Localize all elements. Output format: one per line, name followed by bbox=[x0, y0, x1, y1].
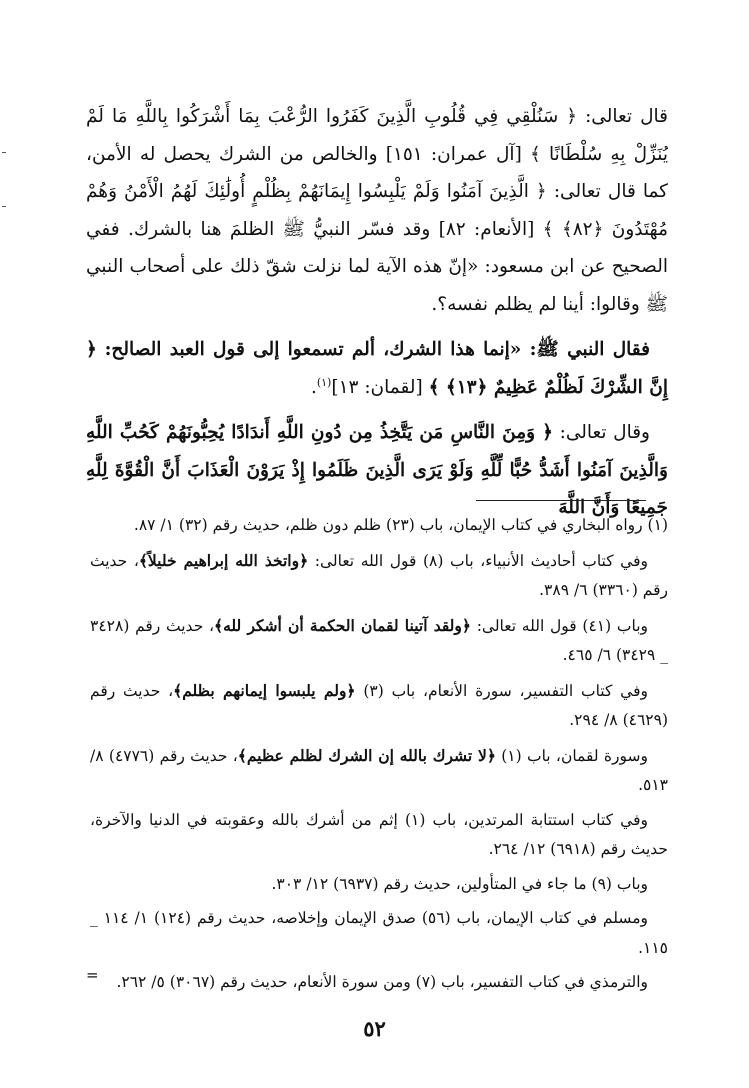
hadith-quote: فقال النبي ﷺ: «إنما هذا الشرك، ألم تسمعوا إلى قول العبد الصالح: bbox=[104, 339, 650, 360]
footnotes bbox=[90, 511, 668, 1003]
main-paragraph bbox=[86, 414, 668, 527]
footnote-text: وسورة لقمان، باب (١) bbox=[495, 746, 648, 765]
footnote-divider bbox=[476, 500, 646, 501]
main-paragraph bbox=[86, 331, 668, 406]
footnote-verse: ﴿ولقد آتينا لقمان الحكمة أن أشكر لله﴾ bbox=[214, 615, 471, 635]
footnote bbox=[90, 611, 668, 671]
footnote-text: ، حديث رقم (٣٣٦٠) ٦/ ٣٨٩. bbox=[90, 551, 668, 599]
footnote-verse: ﴿ولم يلبسوا إيمانهم بظلم﴾ bbox=[173, 680, 356, 700]
page-edge-mark bbox=[2, 152, 6, 153]
continuation-mark: = bbox=[86, 966, 99, 984]
quran-verse: ﴿ وَمِنَ النَّاسِ مَن يَتَّخِذُ مِن دُونِ اللَّهِ أَندَادًا يُحِبُّونَهُمْ كَحُبِّ اللَّهِ وَالَّذِينَ آمَنُوا أَشَدُّ حُبًّا لِّلَّهِ وَلَوْ يَرَى الَّذِينَ ظَلَمُوا إِذْ يَرَوْنَ الْعَذَابَ أَنَّ الْقُوَّةَ لِلَّهِ جَمِيعًا وَأَنَّ اللَّهَ bbox=[86, 422, 668, 518]
footnote: وفي كتاب استتابة المرتدين، باب (١) إثم من أشرك بالله وعقوبته في الدنيا والآخرة، حديث رقم (٦٩١٨) ١٢/ ٢٦٤. bbox=[90, 810, 668, 858]
page-number: ٥٢ bbox=[363, 1016, 386, 1041]
verse-reference: [لقمان: ١٣] bbox=[331, 376, 429, 398]
footnote-text: وفي كتاب أحاديث الأنبياء، باب (٨) قول الله تعالى: bbox=[308, 551, 648, 570]
footnote: ومسلم في كتاب الإيمان، باب (٥٦) صدق الإيمان وإخلاصه، حديث رقم (١٢٤) ١/ ١١٤ _ ١١٥. bbox=[90, 909, 668, 957]
footnote-text: ، حديث رقم (٤٧٧٦) ٨/ ٥١٣. bbox=[90, 746, 668, 794]
footnote-text: ، حديث رقم (٤٦٢٩) ٨/ ٢٩٤. bbox=[90, 681, 668, 729]
footnote-text: وباب (٤١) قول الله تعالى: bbox=[470, 616, 648, 635]
footnote: وباب (٩) ما جاء في المتأولين، حديث رقم (٦٩٣٧) ١٢/ ٣٠٣. bbox=[271, 874, 648, 893]
page-edge-mark bbox=[2, 206, 6, 207]
footnote-text: ، حديث رقم (٣٤٢٨ _ ٣٤٢٩) ٦/ ٤٦٥. bbox=[90, 616, 668, 664]
verse-intro: وقال تعالى: bbox=[553, 422, 650, 443]
footnote: (١) رواه البخاري في كتاب الإيمان، باب (٢٣) ظلم دون ظلم، حديث رقم (٣٢) ١/ ٨٧. bbox=[133, 516, 668, 534]
main-paragraph: قال تعالى: ﴿ سَنُلْقِي فِي قُلُوبِ الَّذِينَ كَفَرُوا الرُّعْبَ بِمَا أَشْرَكُوا بِاللَّهِ مَا لَمْ يُنَزِّلْ بِهِ سُلْطَانًا ﴾ [آل عمران: ١٥١] والخالص من الشرك يحصل له الأمن، كما قال تعالى: ﴿ الَّذِينَ آمَنُوا وَلَمْ يَلْبِسُوا إِيمَانَهُمْ بِظُلْمٍ أُولَٰئِكَ لَهُمُ الْأَمْنُ وَهُمْ مُهْتَدُونَ ﴿٨٢﴾ ﴾ [الأنعام: ٨٢] وقد فسّر النبيُّ ﷺ الظلمَ هنا بالشرك. ففي الصحيح عن ابن مسعود: «إنّ هذه الآية لما نزلت شقّ ذلك على أصحاب النبي ﷺ وقالوا: أينا لم يظلم نفسه؟. bbox=[86, 106, 668, 315]
footnote-marker: (١) bbox=[316, 375, 332, 389]
main-text bbox=[86, 98, 668, 527]
footnote-verse: ﴿واتخذ الله إبراهيم خليلاً﴾ bbox=[138, 550, 309, 570]
footnote: والترمذي في كتاب التفسير، باب (٧) ومن سورة الأنعام، حديث رقم (٣٠٦٧) ٥/ ٢٦٢. bbox=[116, 973, 648, 991]
footnote-text: وفي كتاب التفسير، سورة الأنعام، باب (٣) bbox=[355, 681, 648, 700]
punctuation: . bbox=[310, 376, 317, 398]
footnote bbox=[90, 676, 668, 736]
footnote-verse: ﴿لا تشرك بالله إن الشرك لظلم عظيم﴾ bbox=[237, 745, 496, 765]
footnote bbox=[90, 741, 668, 801]
quran-verse: ﴿ إِنَّ الشِّرْكَ لَظُلْمٌ عَظِيمٌ ﴿١٣﴾ ﴾ bbox=[86, 339, 668, 398]
footnote bbox=[90, 546, 668, 606]
